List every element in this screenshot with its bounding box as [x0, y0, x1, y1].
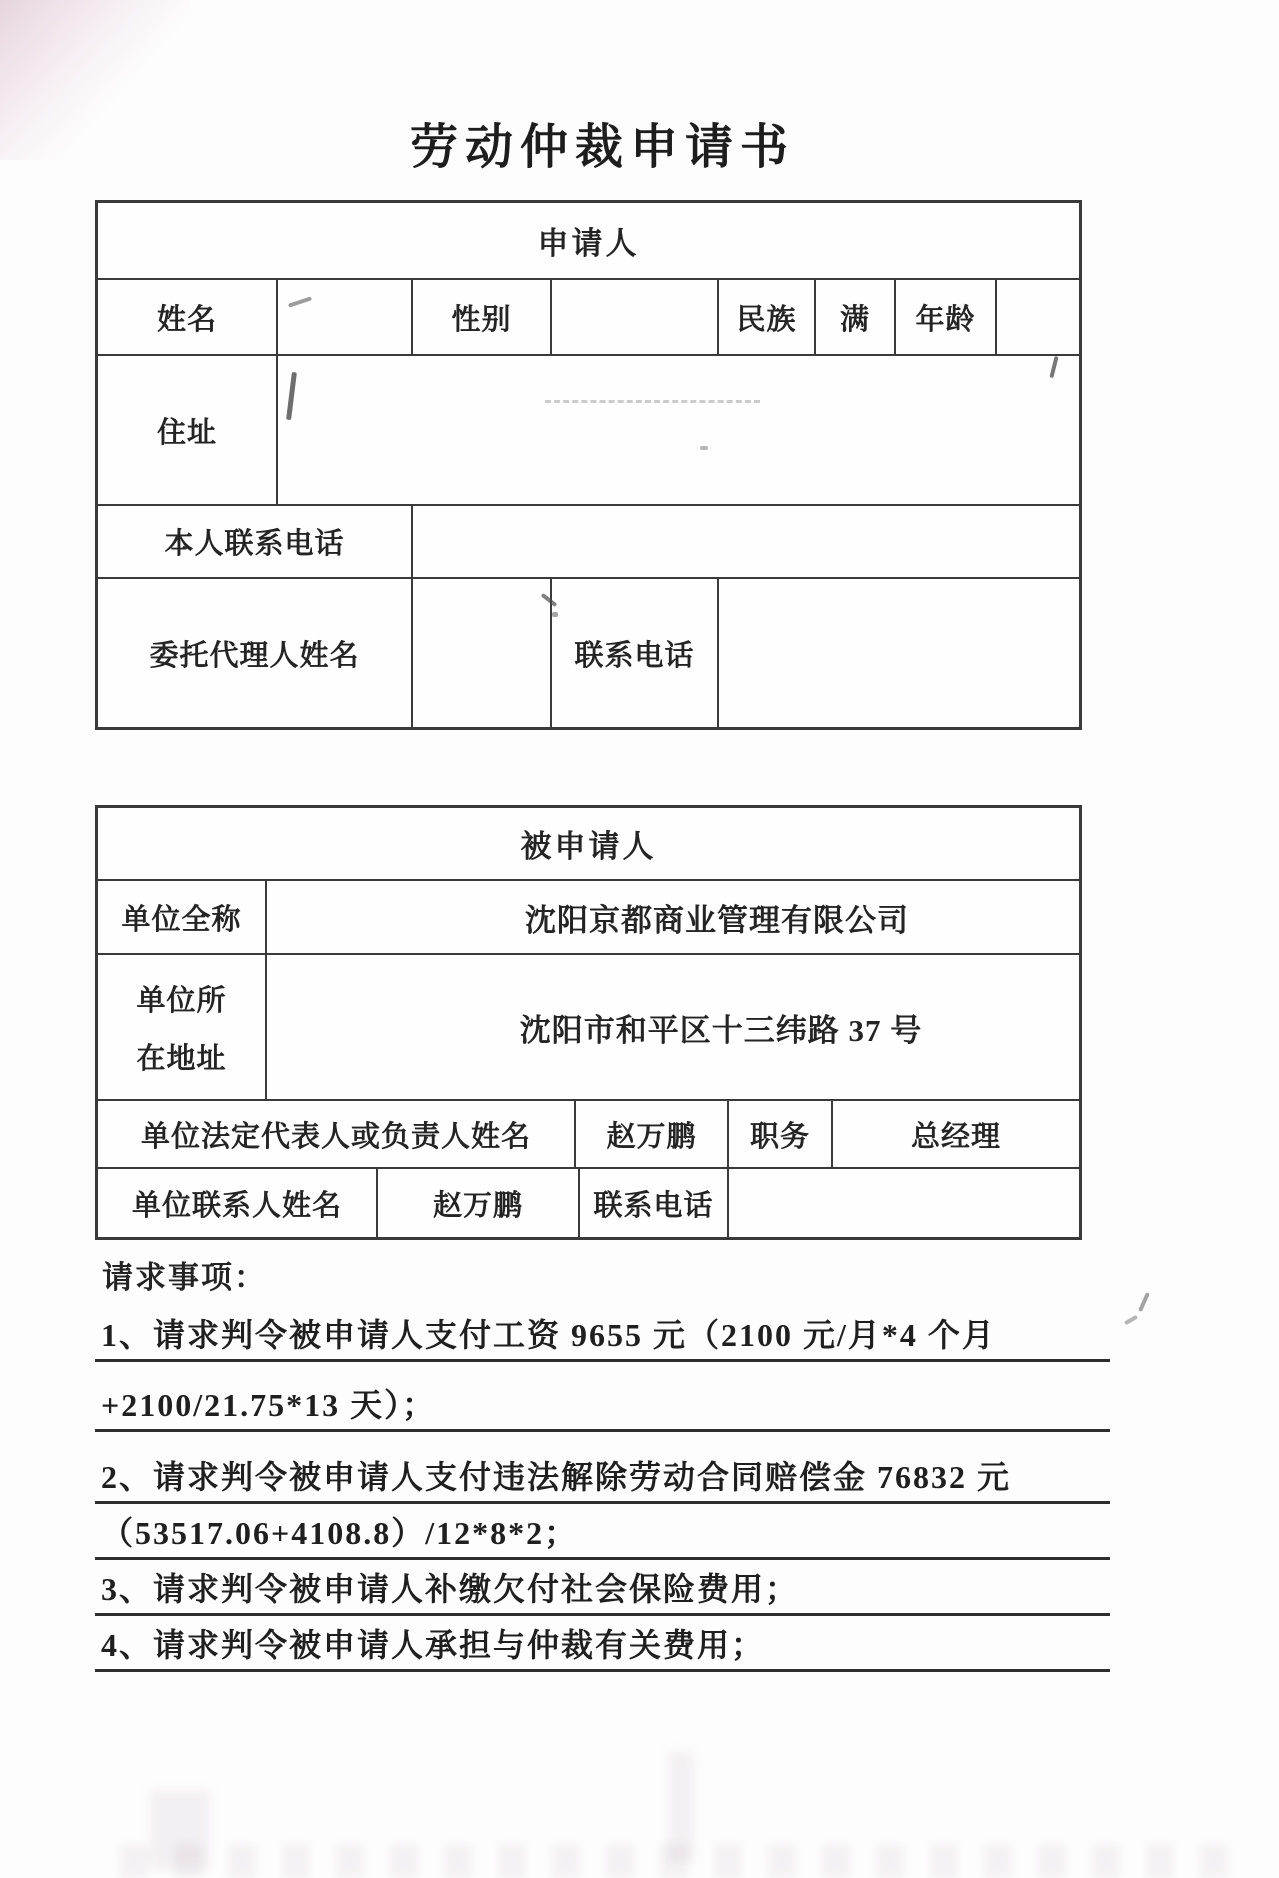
position-label: 职务 — [727, 1101, 831, 1167]
legal-rep-value-cell: 赵万鹏 — [574, 1101, 727, 1167]
address-value-cell — [276, 356, 1079, 504]
respondent-table — [95, 805, 1082, 1240]
ethnicity-value-cell: 满 — [814, 280, 894, 354]
company-address-label — [98, 955, 265, 1099]
company-address-label-line1: 单位所 — [136, 984, 227, 1017]
agent-name-label: 委托代理人姓名 — [149, 639, 360, 672]
agent-name-value-cell — [411, 579, 550, 727]
company-contact-phone-label: 联系电话 — [578, 1169, 727, 1237]
position-value-cell: 总经理 — [831, 1101, 1079, 1167]
respondent-table-header: 被申请人 — [520, 829, 657, 864]
company-contact-phone-value-cell — [727, 1169, 1079, 1237]
scan-ghosting-bottom — [120, 1844, 1240, 1878]
applicant-table — [95, 200, 1082, 730]
name-label: 姓名 — [156, 303, 217, 336]
claim-line-5: 3、请求判令被申请人补缴欠付社会保险费用； — [95, 1562, 1110, 1616]
document-title: 劳动仲裁申请书 — [409, 121, 795, 174]
company-contact-label: 单位联系人姓名 — [131, 1189, 342, 1222]
applicant-table-header: 申请人 — [537, 226, 640, 261]
gender-value-cell — [550, 280, 717, 354]
scan-ghosting-streak — [150, 1790, 210, 1870]
company-name-value-cell: 沈阳京都商业管理有限公司 — [265, 881, 1079, 953]
company-address-label-line2: 在地址 — [136, 1042, 227, 1075]
scan-ghosting-streak — [668, 1752, 694, 1862]
gender-label: 性别 — [411, 280, 550, 354]
ethnicity-label: 民族 — [717, 280, 814, 354]
phone-value-cell — [411, 506, 1079, 577]
phone-label: 本人联系电话 — [164, 528, 345, 560]
company-name-label: 单位全称 — [121, 903, 242, 936]
legal-rep-label: 单位法定代表人或负责人姓名 — [140, 1120, 531, 1153]
name-value-cell — [276, 280, 411, 354]
claims-heading: 请求事项： — [102, 1260, 267, 1295]
company-contact-value-cell: 赵万鹏 — [376, 1169, 578, 1237]
margin-tick-2 — [1124, 1315, 1138, 1325]
claim-line-6: 4、请求判令被申请人承担与仲裁有关费用； — [95, 1618, 1110, 1672]
agent-phone-label: 联系电话 — [550, 579, 717, 727]
age-value-cell — [995, 280, 1079, 354]
margin-tick-1 — [1138, 1292, 1150, 1312]
company-address-value-cell: 沈阳市和平区十三纬路 37 号 — [265, 955, 1079, 1099]
claim-line-1: 1、请求判令被申请人支付工资 9655 元（2100 元/月*4 个月 — [95, 1308, 1110, 1362]
address-label: 住址 — [156, 416, 217, 449]
claim-line-3: 2、请求判令被申请人支付违法解除劳动合同赔偿金 76832 元 — [95, 1450, 1110, 1504]
claim-line-2: +2100/21.75*13 天）； — [95, 1378, 1110, 1432]
claim-line-4: （53517.06+4108.8）/12*8*2； — [95, 1506, 1110, 1560]
age-label: 年龄 — [894, 280, 995, 354]
agent-phone-value-cell — [717, 579, 1079, 727]
